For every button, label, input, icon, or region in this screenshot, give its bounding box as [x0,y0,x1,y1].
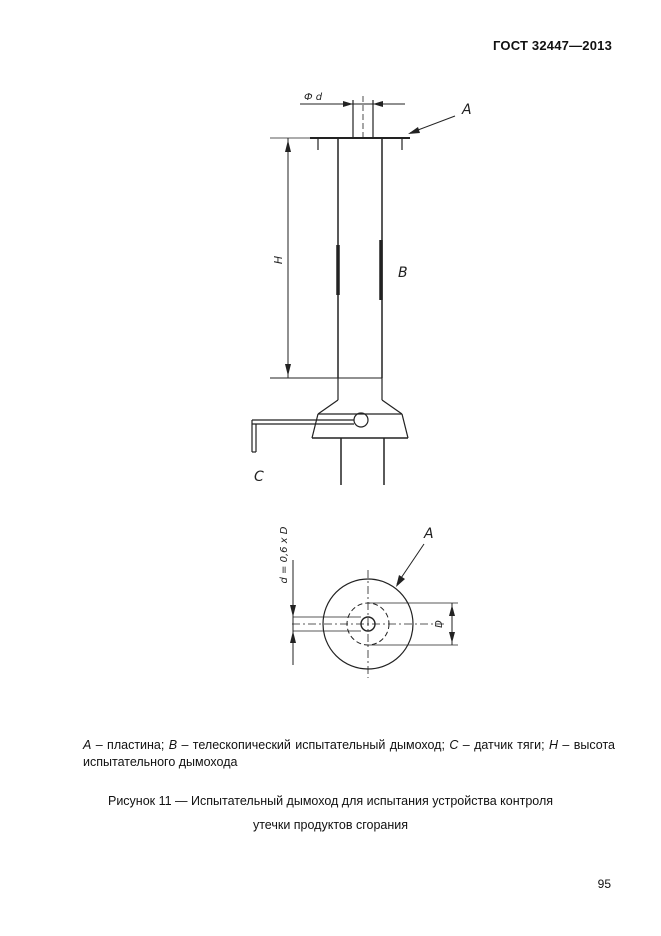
legend-h-letter: H [549,738,559,752]
figure-caption-line2: утечки продуктов сгорания [252,818,409,832]
plan-view [290,544,458,678]
legend-c-text: – датчик тяги; [458,738,550,752]
legend-c-letter: C [449,738,459,752]
figure-caption-line1: Рисунок 11 — Испытательный дымоход для испытания устройства контроля [107,794,554,808]
legend-b-letter: B [168,738,178,752]
standard-number: ГОСТ 32447—2013 [493,38,612,53]
side-view [252,96,455,485]
legend-b-text: – телескопический испытательный дымоход; [177,738,450,752]
label-b: B [398,265,408,281]
legend-a-text: – пластина; [91,738,169,752]
label-big-d: D [434,620,445,628]
figure-legend [83,737,615,771]
label-a-top: A [462,102,472,118]
label-c: C [254,469,264,485]
label-h: H [272,255,285,265]
label-a-bottom: A [424,526,434,542]
label-phi-d: Ф d [304,92,323,103]
plan-view-labels [279,526,445,628]
label-d-formula: d = 0,6 x D [279,526,290,584]
legend-h-text: – высота испытательного дымохода [83,738,615,769]
page-number: 95 [597,877,611,891]
legend-a-letter: A [83,738,92,752]
